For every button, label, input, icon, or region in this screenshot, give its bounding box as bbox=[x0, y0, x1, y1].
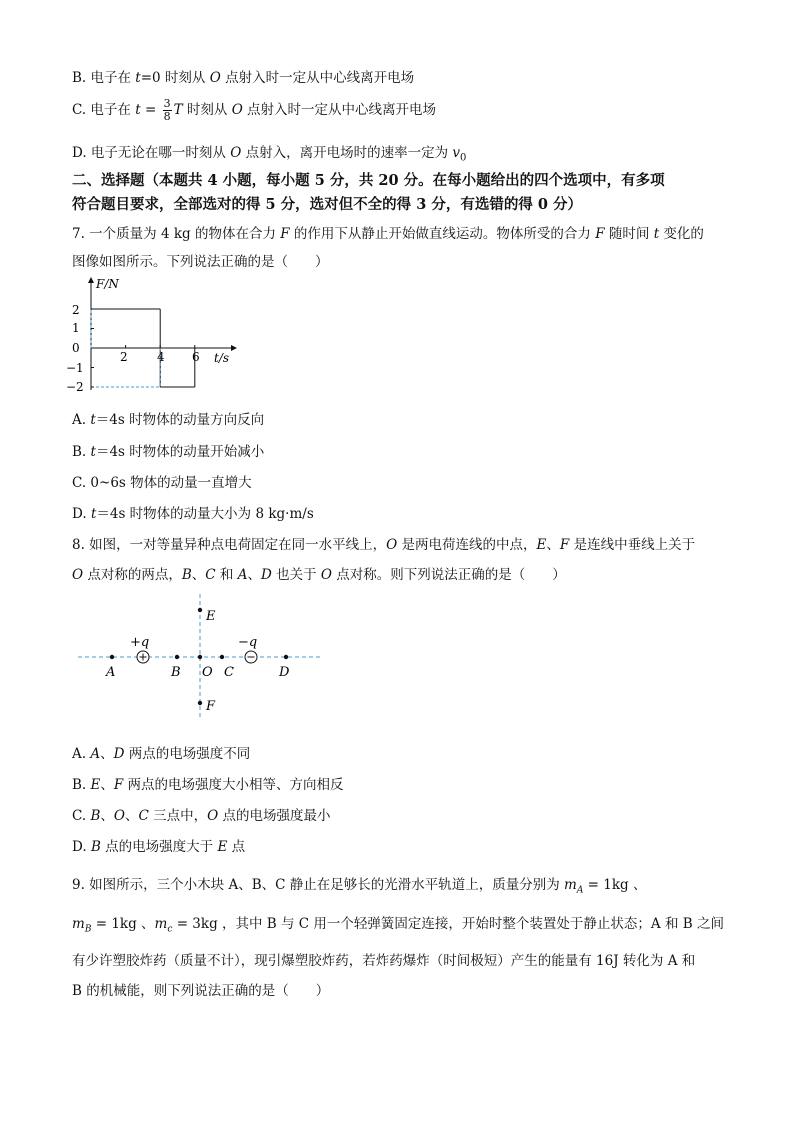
q7-force-time-graph bbox=[64, 272, 244, 398]
point-B bbox=[175, 655, 179, 659]
point-D bbox=[284, 655, 288, 659]
q6-option-c: C. 电子在 t = $\frac{3}{8}$ T 时刻从 O 点射入时一定从中心线离开电场 bbox=[72, 97, 437, 123]
section-heading-line1: 二、选择题（本题共 4 小题，每小题 5 分，共 20 分。在每小题给出的四个选项中，有多项 bbox=[72, 172, 665, 189]
label-plus-q: +q bbox=[130, 635, 150, 650]
q8-charge-diagram bbox=[72, 592, 332, 720]
label-F: F bbox=[206, 699, 216, 714]
section-heading-line2: 符合题目要求，全部选对的得 5 分，选对但不全的得 3 分，有选错的得 0 分） bbox=[72, 196, 583, 213]
q7-stem-line2: 图像如图所示。下列说法正确的是（ ） bbox=[72, 254, 329, 270]
q6-option-b: B. 电子在 t=0 时刻从 O 点射入时一定从中心线离开电场 bbox=[72, 70, 415, 86]
q7-option-d: D. t＝4s 时物体的动量大小为 8 kg·m/s bbox=[72, 506, 314, 522]
point-A bbox=[110, 655, 114, 659]
negative-charge-icon bbox=[245, 651, 257, 663]
fraction-3-8: $\frac{3}{8}$ bbox=[163, 97, 171, 123]
y-tick-0: 0 bbox=[72, 341, 80, 355]
point-O bbox=[198, 655, 202, 659]
y-axis-label: F/N bbox=[96, 277, 119, 291]
label-A: A bbox=[106, 665, 116, 680]
q8-option-d: D. B 点的电场强度大于 E 点 bbox=[72, 839, 246, 855]
q8-option-c: C. B、O、C 三点中，O 点的电场强度最小 bbox=[72, 808, 331, 824]
label-E: E bbox=[206, 609, 216, 624]
q7-option-c: C. 0~6s 物体的动量一直增大 bbox=[72, 475, 252, 491]
label-O: O bbox=[202, 665, 213, 680]
point-E bbox=[198, 608, 202, 612]
point-C bbox=[220, 655, 224, 659]
q8-option-b: B. E、F 两点的电场强度大小相等、方向相反 bbox=[72, 777, 344, 793]
x-axis-label: t/s bbox=[214, 351, 230, 365]
q9-stem-line2: $m_B = 1kg$ 、$m_c = 3kg$ ，其中 B 与 C 用一个轻弹簧固定连接，开始时整个装置处于静止状态；A 和 B 之间 bbox=[72, 916, 724, 935]
y-tick-2: 2 bbox=[72, 303, 80, 317]
q7-stem-line1: 7. 一个质量为 4 kg 的物体在合力 F 的作用下从静止开始做直线运动。物体所受的合力 F 随时间 t 变化的 bbox=[72, 226, 704, 242]
q9-stem-line4: B 的机械能，则下列说法正确的是（ ） bbox=[72, 983, 330, 999]
q6-option-d: D. 电子无论在哪一时刻从 O 点射入，离开电场时的速率一定为 $v_0$ bbox=[72, 145, 467, 164]
q7-option-b: B. t＝4s 时物体的动量开始减小 bbox=[72, 444, 265, 460]
label-B: B bbox=[171, 665, 181, 680]
x-tick-6: 6 bbox=[192, 350, 200, 364]
x-tick-2: 2 bbox=[120, 350, 128, 364]
label-minus-q: −q bbox=[238, 635, 258, 650]
label-D: D bbox=[279, 665, 290, 680]
point-F bbox=[198, 701, 202, 705]
x-tick-4: 4 bbox=[157, 350, 165, 364]
q7-option-a: A. t＝4s 时物体的动量方向反向 bbox=[72, 412, 265, 428]
q9-stem-line1: 9. 如图所示，三个小木块 A、B、C 静止在足够长的光滑水平轨道上，质量分别为 $m_A = 1kg$ 、 bbox=[72, 877, 647, 896]
y-tick-neg2: −2 bbox=[66, 380, 84, 394]
y-tick-1: 1 bbox=[72, 321, 80, 335]
q8-stem-line2: O 点对称的两点，B、C 和 A、D 也关于 O 点对称。则下列说法正确的是（ ） bbox=[72, 567, 566, 583]
y-tick-neg1: −1 bbox=[66, 361, 84, 375]
q9-stem-line3: 有少许塑胶炸药（质量不计），现引爆塑胶炸药，若炸药爆炸（时间极短）产生的能量有 16J 转化为 A 和 bbox=[72, 953, 696, 969]
label-C: C bbox=[224, 665, 234, 680]
positive-charge-icon bbox=[137, 651, 149, 663]
q8-stem-line1: 8. 如图，一对等量异种点电荷固定在同一水平线上，O 是两电荷连线的中点，E、F 是连线中垂线上关于 bbox=[72, 537, 696, 553]
q8-option-a: A. A、D 两点的电场强度不同 bbox=[72, 746, 251, 762]
